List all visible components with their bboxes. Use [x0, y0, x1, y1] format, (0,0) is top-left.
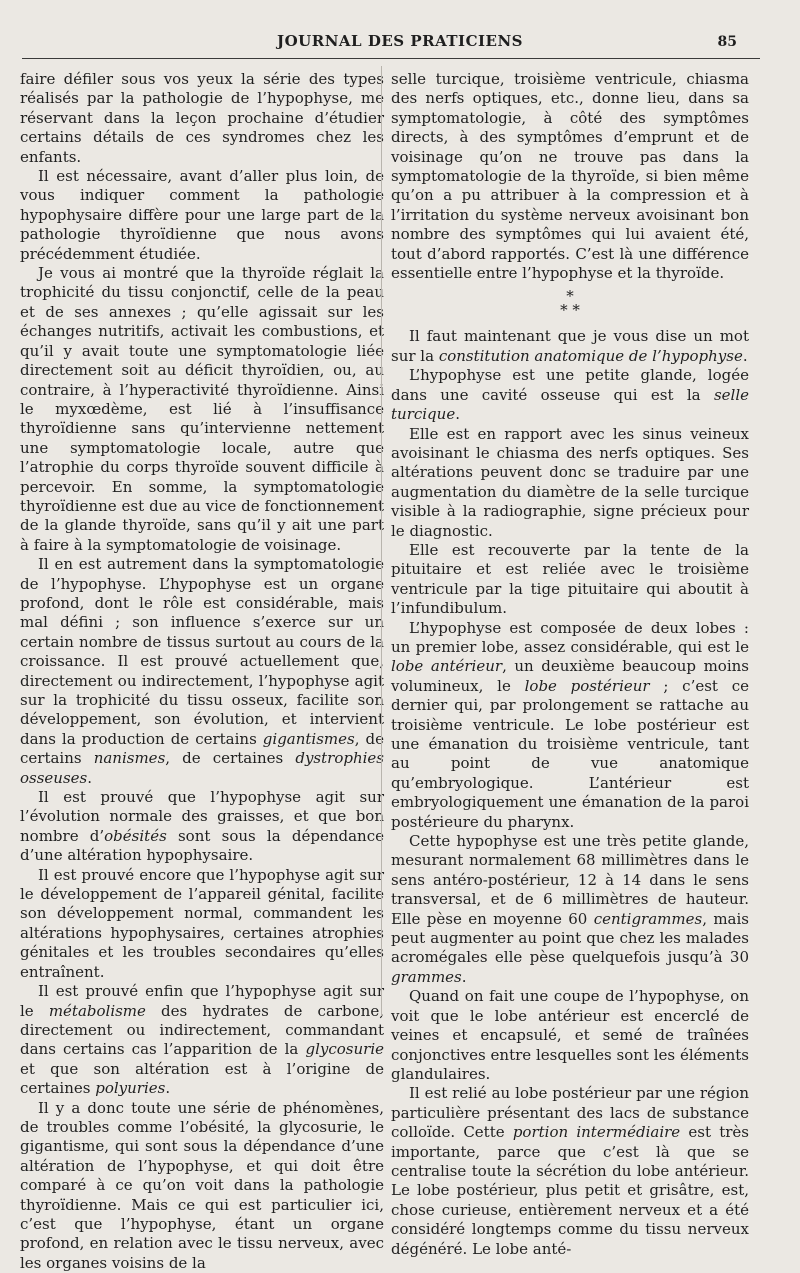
right-column-top [391, 70, 749, 283]
left-column [20, 70, 384, 1273]
italic-term: selle turcique [391, 385, 749, 424]
italic-term: constitution anatomique de l’hypophyse [438, 346, 743, 365]
paragraph [20, 1099, 384, 1273]
text-run: . [461, 967, 467, 986]
text-run: Il est prouvé enfin que l’hypophyse agit sur le [20, 982, 384, 1020]
text-run: Il est prouvé que l’hypophyse agit sur l’évolution normale des graisses, et que bon nombre d’ [20, 788, 384, 845]
text-run: Il y a donc toute une série de phénomènes, de troubles comme l’obésité, la glycosurie, le gigantisme, qui sont sous la dépendance d’une altération de l’hypophyse, et qui doit être comparé à ce qu’on voit dans la pathologie thyroïdienne. Mais ce qui est particulier ici, c’est que l’hypophyse, étant un organe profond, en relation avec le tissu nerveux, avec les organes voisins de la [20, 1098, 384, 1272]
text-run: . [165, 1079, 171, 1098]
asterism-bottom: * * [560, 301, 580, 320]
text-run: des hydrates de carbone, directement ou indirectement, commandant dans certains cas l’apparition de la [20, 1001, 384, 1059]
right-column [391, 70, 749, 1259]
italic-term: lobe antérieur [391, 657, 503, 676]
text-run: Je vous ai montré que la thyroïde réglait la trophicité du tissu conjonctif, celle de la peau et de ses annexes ; qu’elle agissait sur les échanges nutritifs, activait les combustions, et qu’il y avait toute une symptomatologie liée directement soit au déficit thyroïdien, ou, au contraire, à l’hyperactivité thyroïdienne. Ainsi le myxœdème, est lié à l’insuffisance thyroïdienne sans qu’intervienne nettement une symptomatologie locale, autre que l’atrophie du corps thyroïde souvent difficile à percevoir. En somme, la symptomatologie thyroïdienne est due au vice de fonctionnement de la glande thyroïde, sans qu’il y ait une part à faire à la symptomatologie de voisinage. [20, 264, 384, 554]
italic-term: glycosurie [305, 1040, 384, 1059]
paragraph [391, 619, 749, 832]
asterism-top: * [566, 287, 574, 306]
italic-term: gigantismes [262, 729, 355, 748]
text-run: ; c’est ce dernier qui, par prolongement se rattache au troisième ventricule. Le lobe postérieur est une émanation du troisième ventricule, tant au point de vue anatomique qu’embryologique. L’antérieur est embryologiquement une émanation de la paroi postérieure du pharynx. [391, 676, 749, 831]
paragraph [20, 167, 384, 264]
text-run: , de certains [20, 729, 385, 768]
paragraph [20, 982, 384, 1098]
text-run: . [87, 768, 93, 787]
text-run: Cette hypophyse est une très petite glande, mesurant normalement 68 millimètres dans le sens antéro-postérieur, 12 à 14 dans le sens transversal, et de 6 millimètres de hauteur. Elle pèse en moyenne 60 [391, 832, 749, 928]
paragraph [391, 541, 749, 619]
text-run: Il est nécessaire, avant d’aller plus loin, de vous indiquer comment la pathologie hypophysaire diffère pour une large part de la pathologie thyroïdienne que nous avons précédemment étudiée. [20, 167, 384, 263]
text-run: . [742, 346, 748, 365]
text-run: . [455, 405, 460, 424]
text-run: Il est relié au lobe postérieur par une région particulière présentant des lacs de substance colloïde. Cette [391, 1084, 749, 1142]
text-run: Il est prouvé encore que l’hypophyse agit sur le développement de l’appareil génital, facilite son développement normal, commandent les altérations hypophysaires, certaines atrophies génitales et les troubles secondaires qu’elles entraînent. [20, 865, 384, 981]
italic-term: portion intermédiaire [512, 1123, 681, 1142]
text-run: , un deuxième beaucoup moins volumineux, le [391, 657, 749, 695]
italic-term: obésités [104, 826, 167, 845]
paragraph [391, 832, 749, 987]
italic-term: grammes [391, 967, 462, 986]
paragraph [20, 264, 384, 555]
paragraph [391, 425, 749, 541]
column-divider [381, 66, 382, 1016]
text-run: Quand on fait une coupe de l’hypophyse, on voit que le lobe antérieur est encerclé de veines et encapsulé, et semé de traînées conjonctives entre lesquelles sont les éléments glandulaires. [391, 987, 749, 1083]
paragraph [391, 70, 749, 283]
paragraph [391, 987, 749, 1084]
text-run: Il en est autrement dans la symptomatologie de l’hypophyse. L’hypophyse est un organe profond, dont le rôle est considérable, mais mal défini ; son influence s’exerce sur un certain nombre de tissus surtout au cours de la croissance. Il est prouvé actuellement que, directement ou indirectement, l’hypophyse agit sur la trophicité du tissu osseux, facilite son développement, son évolution, et intervient dans la production de certains [20, 555, 384, 748]
right-column-bottom [391, 327, 749, 1259]
page-number: 85 [717, 34, 737, 50]
text-run: L’hypophyse est une petite glande, logée dans une cavité osseuse qui est la [391, 366, 749, 404]
text-run: selle turcique, troisième ventricule, chiasma des nerfs optiques, etc., donne lieu, dans sa symptomatologie, à côté des symptômes directs, à des symptômes d’emprunt et de voisinage qu’on ne trouve pas dans la symptomatologie de la thyroïde, si bien même qu’on a pu attribuer à la compression et à l’irritation du système nerveux avoisinant bon nombre des symptômes qui lui avaient été, tout d’abord rapportés. C’est là une différence essentielle entre l’hypophyse et la thyroïde. [391, 70, 749, 283]
paragraph [20, 555, 384, 788]
paragraph [20, 866, 384, 982]
italic-term: lobe postérieur [524, 676, 650, 695]
italic-term: centigrammes [593, 909, 703, 928]
running-title: JOURNAL DES PRATICIENS [277, 32, 523, 50]
text-run: L’hypophyse est composée de deux lobes : un premier lobe, assez considérable, qui est le [391, 618, 749, 656]
text-run: Il faut maintenant que je vous dise un mot sur la [391, 327, 749, 365]
paragraph [391, 327, 749, 366]
italic-term: polyuries [95, 1079, 166, 1098]
section-asterism [391, 287, 749, 320]
text-run: sont sous la dépendance d’une altération hypophysaire. [20, 826, 384, 865]
italic-term: nanismes [93, 749, 166, 768]
paragraph [391, 366, 749, 424]
text-run: , mais peut augmenter au point que chez les malades acromégales elle pèse quelquefois jusqu’à 30 [391, 909, 749, 967]
text-run: et que son altération est à l’origine de certaines [20, 1059, 384, 1098]
italic-term: métabolisme [48, 1001, 146, 1020]
paragraph [391, 1084, 749, 1259]
text-run: Elle est recouverte par la tente de la pituitaire et est reliée avec le troisième ventricule par la tige pituitaire qui aboutit à l’infundibulum. [391, 540, 749, 618]
paragraph [20, 70, 384, 167]
header-rule [22, 58, 760, 59]
page-header [0, 32, 800, 56]
text-run: Elle est en rapport avec les sinus veineux avoisinant le chiasma des nerfs optiques. Ses altérations peuvent donc se traduire par une augmentation du diamètre de la selle turcique visible à la radiographie, signe précieux pour le diagnostic. [391, 424, 749, 540]
text-run: , de certaines [165, 749, 296, 768]
text-run: faire défiler sous vos yeux la série des types réalisés par la pathologie de l’hypophyse, me réservant dans la leçon prochaine d’étudier certains détails de ces syndromes chez les enfants. [20, 70, 384, 166]
italic-term: dystrophies osseuses [20, 749, 384, 787]
paragraph [20, 788, 384, 866]
text-run: est très importante, parce que c’est là que se centralise toute la sécrétion du lobe antérieur. Le lobe postérieur, plus petit et grisâtre, est, chose curieuse, entièrement nerveux et a été considéré longtemps comme du tissu nerveux dégénéré. Le lobe anté- [391, 1123, 749, 1258]
